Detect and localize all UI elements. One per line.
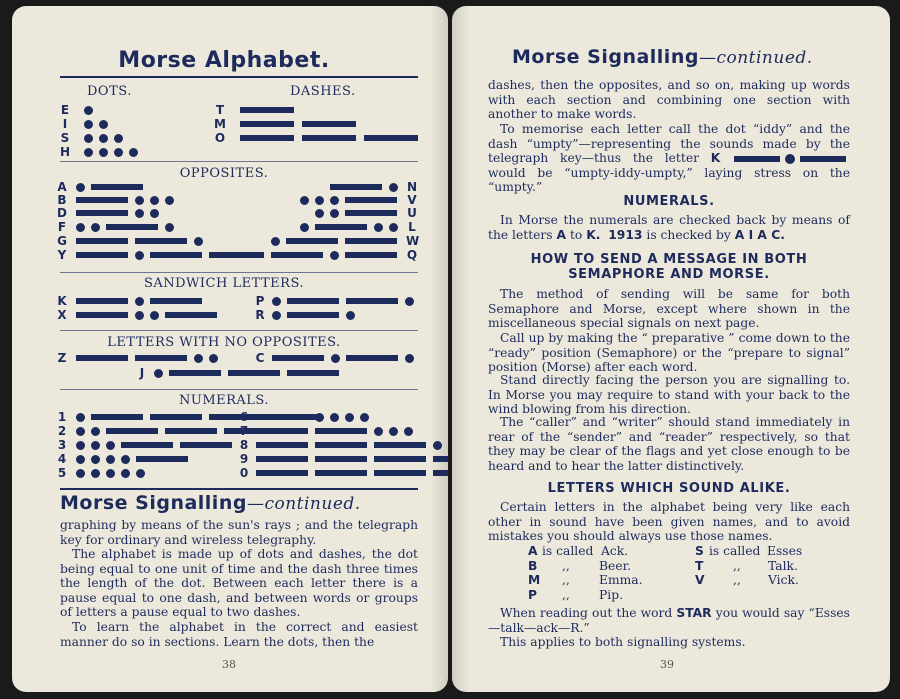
alike-called: ,,	[733, 558, 741, 573]
letter-label: L	[408, 220, 416, 234]
morse-dot	[114, 148, 123, 157]
morse-dash	[91, 184, 143, 190]
letter-a: A	[556, 227, 567, 242]
alike-name: Vick.	[768, 573, 799, 587]
morse-dash	[165, 428, 217, 434]
dots-heading: DOTS.	[87, 84, 132, 99]
letter-label: F	[57, 220, 67, 234]
morse-dash	[734, 156, 780, 162]
letter-label: U	[407, 206, 417, 220]
morse-dot	[121, 469, 130, 478]
numerals-text: is checked by	[642, 227, 735, 242]
paragraph: The alphabet is made up of dots and dashes, the dot being equal to one unit of time and the dash three times the length of the dot. Between each letter there is a pause equal to one dash, and between words or groups of letters a pause equal to two dashes.	[60, 547, 418, 620]
letter-label: N	[406, 180, 418, 194]
morse-dash	[271, 252, 323, 258]
letter-label: Y	[57, 248, 67, 262]
morse-dash	[433, 470, 448, 476]
morse-dot	[330, 209, 339, 218]
morse-dash	[180, 442, 232, 448]
alike-name: Pip.	[599, 587, 623, 602]
letter-label: D	[57, 206, 67, 220]
morse-dot	[129, 148, 138, 157]
letter-label: X	[57, 308, 67, 322]
morse-dash	[76, 252, 128, 258]
paragraph: Certain letters in the alphabet being very like each other in sound have been given names, and to avoid mistakes you should always use those names.	[488, 500, 850, 544]
morse-dash	[150, 414, 202, 420]
morse-dash	[315, 428, 367, 434]
morse-dot	[76, 427, 85, 436]
morse-dash	[240, 107, 294, 113]
morse-dot	[405, 354, 414, 363]
morse-dot	[91, 427, 100, 436]
paragraph: The method of sending will be same for both Semaphore and Morse, except where shown in the miscellaneous special signals on next page.	[488, 287, 850, 331]
morse-dash	[345, 210, 397, 216]
morse-dash	[345, 238, 397, 244]
morse-dot	[76, 183, 85, 192]
morse-dot	[91, 223, 100, 232]
morse-dash	[76, 298, 128, 304]
morse-dot	[136, 469, 145, 478]
letter-label: 6	[239, 410, 249, 424]
morse-dot	[315, 413, 324, 422]
alike-name: Talk.	[768, 558, 798, 573]
morse-dash	[76, 197, 128, 203]
morse-dash	[302, 121, 356, 127]
morse-dot	[389, 427, 398, 436]
star-paragraph	[488, 606, 850, 635]
morse-dash	[135, 355, 187, 361]
morse-dash	[150, 298, 202, 304]
alike-letter: S	[695, 544, 704, 558]
morse-dash	[240, 121, 294, 127]
morse-dot	[99, 120, 108, 129]
morse-dash	[169, 370, 221, 376]
morse-dot	[374, 427, 383, 436]
morse-dash	[209, 414, 261, 420]
morse-dot	[404, 427, 413, 436]
morse-dash	[121, 442, 173, 448]
numerals-text: In Morse the numerals are checked back by means of the letters	[488, 213, 850, 242]
letter-k: K.	[586, 227, 601, 242]
morse-dot	[433, 441, 442, 450]
continued-suffix: —continued.	[246, 494, 361, 514]
morse-dot	[84, 120, 93, 129]
paragraph: dashes, then the opposites, and so on, making up words with each section and combining one section with another to make words.	[488, 78, 850, 122]
morse-dot	[106, 441, 115, 450]
morse-dot	[154, 369, 163, 378]
morse-dash	[76, 238, 128, 244]
morse-dash	[76, 312, 128, 318]
morse-dot	[135, 251, 144, 260]
morse-dot	[84, 134, 93, 143]
morse-dot	[150, 311, 159, 320]
morse-dot	[785, 154, 795, 164]
morse-dot	[271, 237, 280, 246]
no-opposites-heading: LETTERS WITH NO OPPOSITES.	[107, 335, 341, 350]
morse-dash	[374, 456, 426, 462]
morse-dash	[76, 355, 128, 361]
morse-dot	[84, 106, 93, 115]
letter-label: Q	[406, 248, 418, 262]
letter-label: B	[57, 193, 67, 207]
numerals-heading: NUMERALS.	[623, 194, 715, 209]
section-divider	[60, 272, 418, 273]
morse-dash	[345, 252, 397, 258]
letter-label: 5	[57, 466, 67, 480]
morse-dot	[121, 455, 130, 464]
morse-dot	[315, 196, 324, 205]
right-page	[452, 6, 890, 692]
numerals-paragraph	[488, 213, 850, 242]
letter-label: S	[60, 131, 70, 145]
morse-dash	[76, 210, 128, 216]
k-text-a: To memorise each letter call the dot “iddy” and the dash “umpty”—representing the sounds made by the telegraph key—thus the letter	[488, 122, 850, 166]
title-rule	[60, 76, 418, 78]
alike-name: Emma.	[599, 573, 643, 587]
morse-dot	[91, 441, 100, 450]
alike-called: ,,	[562, 573, 570, 587]
paragraph: graphing by means of the sun's rays ; and the telegraph key for ordinary and wireless telegraphy.	[60, 518, 418, 547]
morse-dot	[345, 413, 354, 422]
letter-label: I	[62, 117, 68, 131]
morse-dash	[212, 252, 264, 258]
letter-label: J	[139, 366, 145, 380]
morse-dot	[76, 455, 85, 464]
letter-label: 1	[57, 410, 67, 424]
morse-dot	[374, 223, 383, 232]
star-text: you would say “Esses—talk—ack—R.”	[488, 606, 850, 635]
code-aiac: A I A C.	[734, 227, 785, 242]
morse-dot	[330, 251, 339, 260]
paragraph: The “caller” and “writer” should stand immediately in rear of the “sender” and “reader” respectively, so that they may be clear of the flags and yet close enough to be heard and to hear the latter distinctively.	[488, 415, 850, 473]
paragraph: Stand directly facing the person you are signalling to. In Morse you may require to stand with your back to the wind blowing from his direction.	[488, 373, 850, 417]
letter-label: P	[255, 294, 265, 308]
alike-letter: A	[528, 544, 538, 558]
morse-dash	[315, 456, 367, 462]
letters-alike-table	[528, 544, 848, 604]
continued-title-text: Morse Signalling	[60, 492, 247, 514]
morse-dot	[360, 413, 369, 422]
morse-dash	[256, 428, 308, 434]
section-divider	[60, 389, 418, 390]
letter-label: G	[57, 234, 67, 248]
alike-letter: V	[695, 573, 705, 587]
morse-dot	[165, 223, 174, 232]
alike-name: Ack.	[601, 544, 629, 558]
dashes-heading: DASHES.	[290, 84, 356, 99]
paragraph: Call up by making the “ preparative ” come down to the “ready” position (Semaphore) or the “prepare to signal” position (Morse) after each word.	[488, 331, 850, 375]
page-title-text: Morse Signalling	[512, 46, 699, 68]
letter-label: W	[406, 234, 420, 248]
continued-title	[60, 492, 361, 514]
morse-dot	[99, 134, 108, 143]
letters-sound-alike-heading: LETTERS WHICH SOUND ALIKE.	[547, 481, 791, 496]
page-title-suffix: —continued.	[698, 48, 813, 68]
morse-dash	[256, 470, 308, 476]
letter-label: 3	[57, 438, 67, 452]
morse-dot	[135, 297, 144, 306]
morse-dash	[91, 414, 143, 420]
morse-dot	[389, 223, 398, 232]
morse-dash	[287, 312, 339, 318]
morse-dot	[300, 196, 309, 205]
morse-dot	[135, 209, 144, 218]
morse-dash	[240, 135, 294, 141]
paragraph: To learn the alphabet in the correct and easiest manner do so in sections. Learn the dots, then the	[60, 620, 418, 649]
morse-dash	[346, 355, 398, 361]
numerals-heading: NUMERALS.	[178, 393, 269, 408]
morse-dot	[150, 196, 159, 205]
letter-label: O	[214, 131, 226, 145]
letter-label: 9	[239, 452, 249, 466]
morse-alphabet-title: Morse Alphabet.	[118, 48, 330, 73]
k-letter: K	[710, 151, 721, 166]
morse-dot	[135, 196, 144, 205]
morse-dash	[287, 298, 339, 304]
morse-dot	[300, 223, 309, 232]
letter-label: V	[407, 193, 417, 207]
letter-label: A	[57, 180, 67, 194]
morse-dot	[76, 223, 85, 232]
morse-dot	[91, 469, 100, 478]
morse-dot	[330, 413, 339, 422]
k-morse-symbol	[732, 154, 850, 164]
letter-label: K	[57, 294, 67, 308]
morse-dot	[331, 354, 340, 363]
morse-dash	[256, 414, 308, 420]
morse-dash	[374, 442, 426, 448]
morse-dot	[91, 455, 100, 464]
morse-dot	[114, 134, 123, 143]
page-title	[512, 46, 813, 68]
morse-dot	[99, 148, 108, 157]
morse-dash	[346, 298, 398, 304]
morse-dot	[272, 297, 281, 306]
year-1913: 1913	[608, 227, 643, 242]
morse-dash	[800, 156, 846, 162]
morse-dot	[106, 469, 115, 478]
left-page	[12, 6, 448, 692]
morse-dot	[315, 209, 324, 218]
morse-dash	[364, 135, 418, 141]
morse-dot	[76, 413, 85, 422]
morse-dash	[165, 312, 217, 318]
morse-dot	[272, 311, 281, 320]
morse-dash	[315, 470, 367, 476]
continued-rule	[60, 488, 418, 490]
letter-label: M	[214, 117, 226, 131]
numerals-text: to	[566, 227, 587, 242]
morse-dash	[256, 442, 308, 448]
morse-dash	[315, 442, 367, 448]
alike-name: Esses	[767, 544, 803, 558]
morse-dash	[106, 224, 158, 230]
alike-letter: P	[528, 587, 538, 602]
morse-dash	[272, 355, 324, 361]
morse-dash	[315, 224, 367, 230]
k-text-b: would be “umpty-iddy-umpty,” laying stress on the “umpty.”	[488, 165, 850, 195]
letter-label: E	[60, 103, 70, 117]
morse-dot	[150, 209, 159, 218]
alike-letter: M	[528, 573, 541, 587]
morse-dash	[286, 238, 338, 244]
alike-called: is called	[542, 544, 594, 558]
letter-label: 4	[57, 452, 67, 466]
letter-label: H	[59, 145, 71, 159]
morse-dash	[330, 184, 382, 190]
morse-dash	[302, 135, 356, 141]
alike-called: is called	[709, 544, 761, 558]
alike-called: ,,	[733, 573, 741, 587]
letter-label: 2	[57, 424, 67, 438]
morse-dash	[374, 470, 426, 476]
alike-called: ,,	[562, 587, 570, 602]
morse-dot	[389, 183, 398, 192]
letter-label: Z	[57, 351, 67, 365]
morse-dot	[194, 354, 203, 363]
morse-dot	[405, 297, 414, 306]
how-to-send-heading: HOW TO SEND A MESSAGE IN BOTH SEMAPHORE AND MORSE.	[530, 252, 808, 282]
sandwich-heading: SANDWICH LETTERS.	[143, 276, 305, 291]
alike-called: ,,	[562, 558, 570, 573]
letter-label: R	[255, 308, 265, 322]
morse-dash	[135, 238, 187, 244]
opposites-heading: OPPOSITES.	[179, 166, 269, 181]
page-gutter-shadow	[452, 6, 470, 692]
morse-dot	[209, 354, 218, 363]
letter-label: C	[255, 351, 265, 365]
morse-dash	[287, 370, 339, 376]
alike-letter: T	[695, 558, 704, 573]
page-number: 38	[222, 658, 236, 671]
paragraph: This applies to both signalling systems.	[500, 635, 746, 649]
morse-dot	[346, 311, 355, 320]
morse-dot	[84, 148, 93, 157]
morse-dash	[433, 456, 448, 462]
morse-dot	[165, 196, 174, 205]
morse-dash	[345, 197, 397, 203]
morse-dash	[256, 456, 308, 462]
letter-label: 7	[239, 424, 249, 438]
section-divider	[60, 330, 418, 331]
morse-dot	[76, 469, 85, 478]
morse-dash	[228, 370, 280, 376]
morse-dash	[136, 456, 188, 462]
section-divider	[60, 161, 418, 162]
paragraph-k-example	[488, 122, 850, 195]
morse-dot	[135, 311, 144, 320]
letter-label: 8	[239, 438, 249, 452]
morse-dot	[194, 237, 203, 246]
star-text: When reading out the word	[500, 606, 677, 620]
morse-dot	[106, 455, 115, 464]
letter-label: T	[215, 103, 225, 117]
page-number: 39	[660, 658, 674, 671]
morse-dot	[76, 441, 85, 450]
alike-letter: B	[528, 558, 538, 573]
morse-dash	[150, 252, 202, 258]
alike-name: Beer.	[599, 558, 632, 573]
letter-label: 0	[239, 466, 249, 480]
morse-dot	[330, 196, 339, 205]
star-word: STAR	[676, 606, 712, 620]
morse-dash	[106, 428, 158, 434]
